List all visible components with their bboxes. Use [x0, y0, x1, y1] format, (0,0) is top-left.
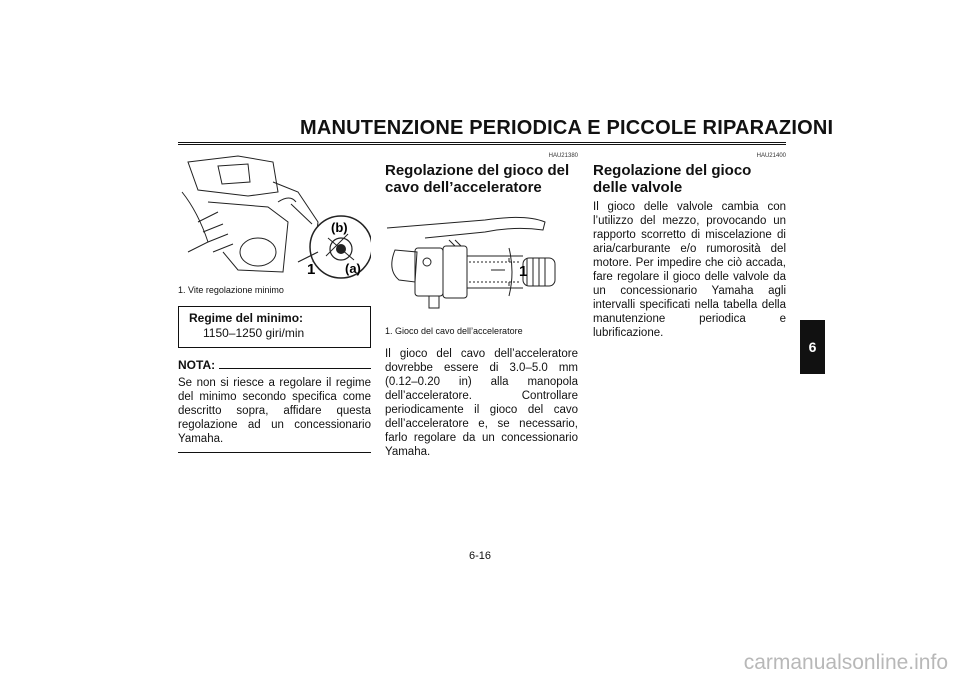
throttle-figure [385, 200, 578, 315]
header-rule [178, 142, 786, 145]
watermark: carmanualsonline.info [743, 651, 948, 674]
section-title: Regolazione del gioco delle valvole [593, 162, 752, 196]
figure-caption: 1. Gioco del cavo dell’acceleratore [385, 326, 523, 336]
chapter-tab: 6 [800, 320, 825, 374]
column-3 [593, 152, 786, 340]
section-text: Il gioco delle valvole cambia con l’utilizzo del mezzo, provocando un rapporto scorretto di miscelazione di aria/carburante e/o rumorosità del motore. Per impedire che ciò accada, fare regolare il gioco delle valvole da un concessionario Yamaha agli intervalli specificati nella tabella della manutenzione periodica e lubrificazione. [593, 201, 786, 339]
idle-screw-figure [178, 152, 371, 282]
section-code: HAU21400 [756, 153, 786, 159]
figure-caption: 1. Vite regolazione minimo [178, 285, 284, 295]
page-header-title: MANUTENZIONE PERIODICA E PICCOLE RIPARAZIONI [300, 117, 834, 139]
note-end-rule [178, 452, 371, 453]
figure-label-1: 1 [307, 261, 316, 278]
figure-label-b: (b) [331, 220, 348, 235]
note-text: Se non si riesce a regolare il regime del minimo secondo specifica come descritto sopra, affidare questa regolazione ad un concessionario Yamaha. [178, 377, 371, 445]
section-title: Regolazione del gioco del cavo dell’acceleratore [385, 162, 570, 196]
column-2 [385, 152, 578, 459]
section-code: HAU21380 [548, 153, 578, 159]
note-label: NOTA: [178, 358, 216, 372]
spec-title: Regime del minimo: [189, 311, 304, 325]
throttle-figure-label-1: 1 [519, 263, 528, 280]
column-1 [178, 152, 371, 453]
figure-label-a: (a) [345, 261, 361, 276]
spec-value: 1150–1250 giri/min [203, 326, 305, 340]
note-header [178, 358, 371, 372]
spec-box [178, 306, 371, 348]
section-text: Il gioco del cavo dell’acceleratore dovrebbe essere di 3.0–5.0 mm (0.12–0.20 in) alla manopola dell’acceleratore. Controllare periodicamente il gioco del cavo dell’acceleratore e, se necessario, farlo regolare da un concessionario Yamaha. [385, 348, 578, 458]
note-rule [219, 368, 371, 369]
page-number: 6-16 [468, 550, 492, 562]
